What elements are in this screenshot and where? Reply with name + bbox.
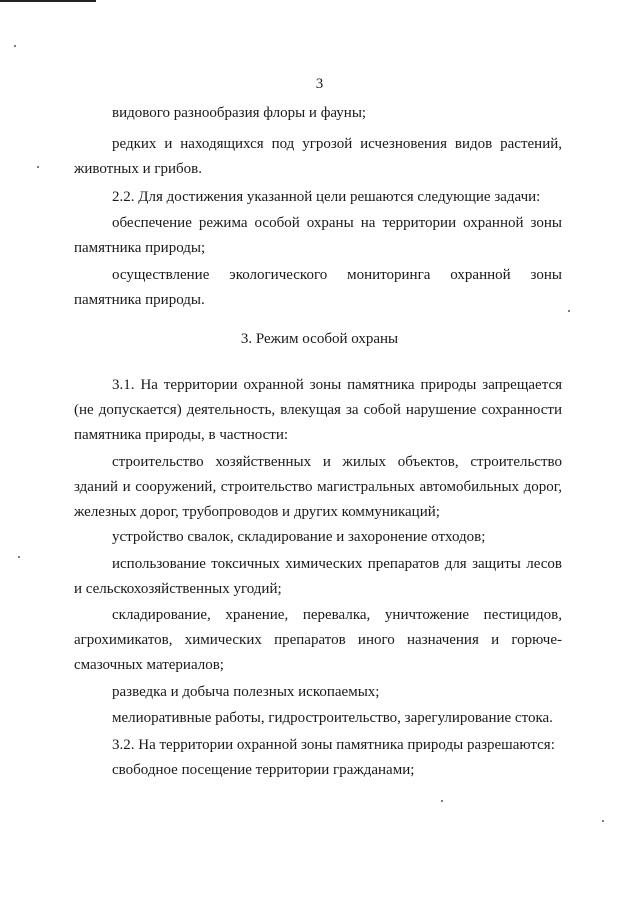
paragraph: редких и находящихся под угрозой исчезновения видов растений, животных и грибов. bbox=[74, 136, 562, 177]
paragraph: свободное посещение территории гражданами; bbox=[112, 762, 415, 778]
paragraph: 3.2. На территории охранной зоны памятника природы разрешаются: bbox=[112, 737, 555, 753]
scan-speck bbox=[602, 820, 604, 822]
paragraph: устройство свалок, складирование и захоронение отходов; bbox=[112, 529, 486, 545]
paragraph: осуществление экологического мониторинга охранной зоны памятника природы. bbox=[74, 267, 562, 308]
paragraph: складирование, хранение, перевалка, уничтожение пестицидов, агрохимикатов, химических препаратов иного назначения и горюче-смазочных материалов; bbox=[74, 607, 562, 673]
paragraph: строительство хозяйственных и жилых объектов, строительство зданий и сооружений, строительство магистральных автомобильных дорог, железных дорог, трубопроводов и других коммуникаций; bbox=[74, 454, 562, 520]
scan-speck bbox=[18, 556, 20, 558]
section-heading: 3. Режим особой охраны bbox=[240, 331, 399, 347]
paragraph: мелиоративные работы, гидростроительство, зарегулирование стока. bbox=[112, 710, 553, 726]
scan-speck bbox=[568, 310, 570, 312]
scan-speck bbox=[441, 800, 443, 802]
paragraph: обеспечение режима особой охраны на территории охранной зоны памятника природы; bbox=[74, 215, 562, 256]
page-number: 3 bbox=[315, 76, 324, 92]
scan-speck bbox=[37, 166, 39, 168]
paragraph: использование токсичных химических препаратов для защиты лесов и сельскохозяйственных угодий; bbox=[74, 556, 562, 597]
paragraph: 2.2. Для достижения указанной цели решаются следующие задачи: bbox=[112, 189, 541, 205]
scan-mark bbox=[0, 0, 96, 2]
paragraph: видового разнообразия флоры и фауны; bbox=[112, 105, 367, 121]
paragraph: 3.1. На территории охранной зоны памятника природы запрещается (не допускается) деятельность, влекущая за собой нарушение сохранности памятника природы, в частности: bbox=[74, 377, 562, 443]
scan-speck bbox=[14, 45, 16, 47]
paragraph: разведка и добыча полезных ископаемых; bbox=[112, 684, 380, 700]
